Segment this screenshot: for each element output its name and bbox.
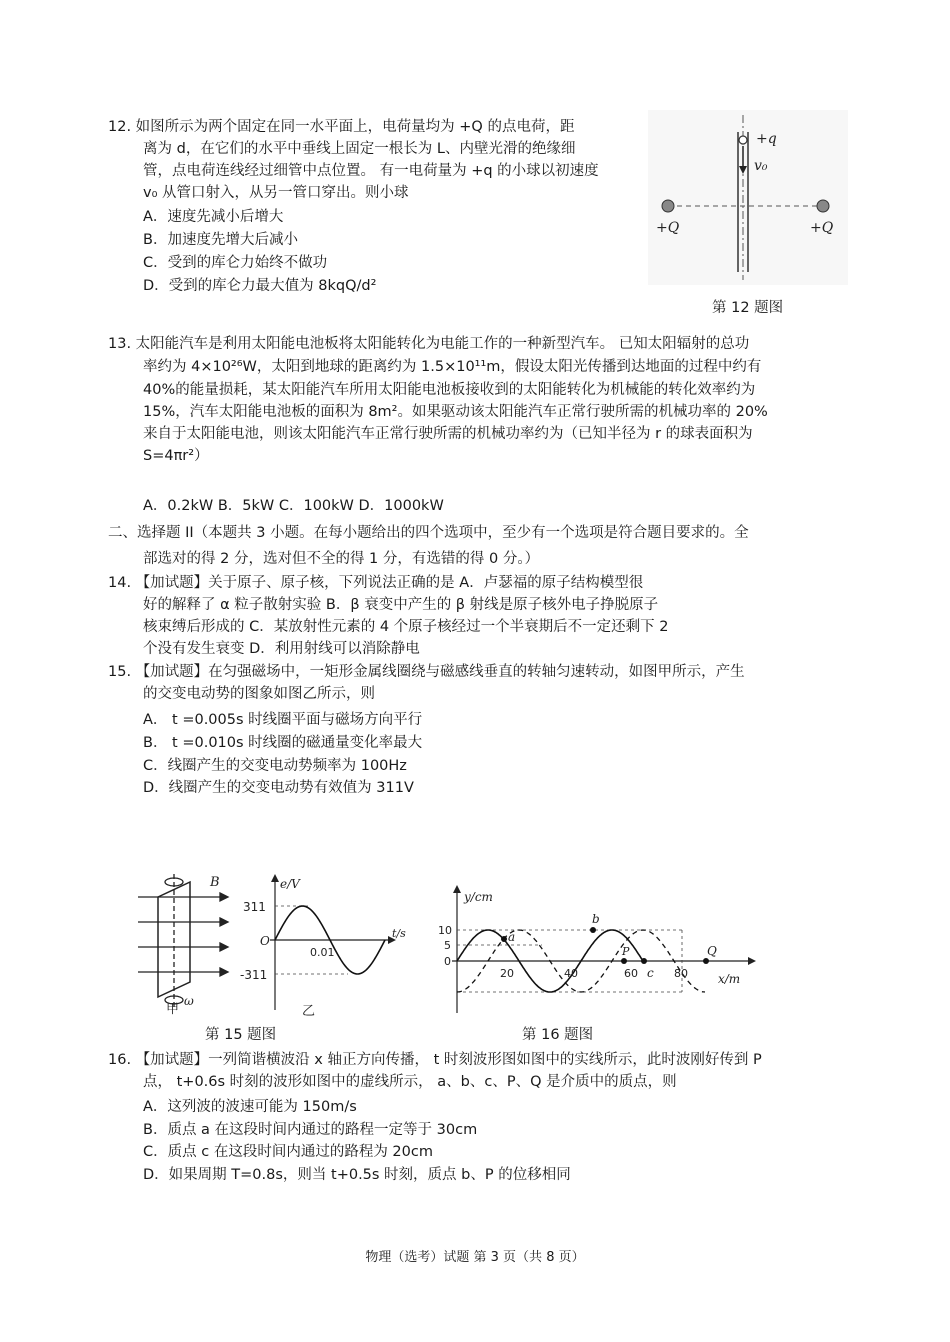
q12-line-4: v₀ 从管口射入，从另一管口穿出。则小球 [143, 185, 409, 201]
q14-line-3: 核束缚后形成的 C．某放射性元素的 4 个原子核经过一个半衰期后不一定还剩下 2 [143, 619, 669, 635]
wave-xlabel: x/m [718, 972, 741, 986]
q15-line-2: 的交变电动势的图象如图乙所示，则 [143, 686, 375, 702]
yi-ytick-top: 311 [243, 900, 266, 914]
svg-text:Q: Q [707, 944, 717, 958]
label-plus-q: +q [756, 131, 777, 147]
q14-line-2: 好的解释了 α 粒子散射实验 B．β 衰变中产生的 β 射线是原子核外电子挣脱原子 [143, 597, 659, 613]
svg-text:甲: 甲 [166, 1002, 180, 1017]
yi-label: 乙 [302, 1004, 316, 1019]
q12-option-b: B．加速度先增大后减小 [143, 232, 298, 248]
yi-xlabel: t/s [392, 927, 406, 940]
q16-option-d: D．如果周期 T=0.8s，则当 t+0.5s 时刻，质点 b、P 的位移相同 [143, 1167, 571, 1183]
charge-right [817, 200, 829, 212]
small-ball [739, 136, 747, 144]
yi-ylabel: e/V [280, 877, 300, 891]
point-Q [703, 958, 709, 964]
label-right-Q: +Q [810, 220, 834, 236]
label-left-Q: +Q [656, 220, 680, 236]
section2-line-2: 部选对的得 2 分，选对但不全的得 1 分，有选错的得 0 分。） [143, 551, 540, 567]
q16-option-c: C．质点 c 在这段时间内通过的路程为 20cm [143, 1144, 433, 1160]
q16-line-1: 16. 【加试题】一列简谐横波沿 x 轴正方向传播， t 时刻波形图如图中的实线所示，此时波刚好传到 P [108, 1052, 762, 1068]
yi-origin: O [260, 934, 270, 948]
q16-figure [432, 883, 762, 1018]
q12-line-2: 离为 d，在它们的水平中垂线上固定一根长为 L、内壁光滑的绝缘细 [143, 141, 576, 157]
point-b [590, 927, 596, 933]
svg-text:10: 10 [438, 924, 452, 937]
point-P [621, 958, 627, 964]
svg-text:40: 40 [564, 967, 578, 980]
q12-caption: 第 12 题图 [712, 300, 784, 316]
q13-options: A．0.2kW B．5kW C．100kW D．1000kW [143, 498, 444, 514]
q16-line-2: 点， t+0.6s 时刻的波形如图中的虚线所示， a、b、c、P、Q 是介质中的质点，则 [143, 1074, 677, 1090]
q12-figure [648, 110, 848, 285]
q12-option-d: D．受到的库仑力最大值为 8kqQ/d² [143, 278, 377, 294]
charge-left [662, 200, 674, 212]
q13-line-6: S=4πr²） [143, 448, 209, 464]
q14-line-4: 个没有发生衰变 D．利用射线可以消除静电 [143, 641, 420, 657]
q15-figure-yi [240, 870, 415, 1020]
q13-line-2: 率约为 4×10²⁶W，太阳到地球的距离约为 1.5×10¹¹m，假设太阳光传播到达地面的过程中约有 [143, 359, 762, 375]
q15-option-b: B． t =0.010s 时线圈的磁通量变化率最大 [143, 735, 423, 751]
page-footer: 物理（选考）试题 第 3 页（共 8 页） [365, 1250, 585, 1265]
svg-text:60: 60 [624, 967, 638, 980]
q13-line-5: 来自于太阳能电池，则该太阳能汽车正常行驶所需的机械功率约为（已知半径为 r 的球表面积为 [143, 426, 753, 442]
q15-option-a: A． t =0.005s 时线圈平面与磁场方向平行 [143, 712, 423, 728]
point-a [501, 936, 507, 942]
q15-figure-jia [128, 872, 238, 1017]
q16-caption: 第 16 题图 [522, 1027, 594, 1043]
svg-text:80: 80 [674, 967, 688, 980]
yi-xtick: 0.01 [310, 946, 335, 959]
q12-option-c: C．受到的库仑力始终不做功 [143, 255, 328, 271]
svg-text:0: 0 [444, 955, 451, 968]
q15-option-c: C．线圈产生的交变电动势频率为 100Hz [143, 758, 407, 774]
svg-text:ω: ω [184, 994, 194, 1008]
svg-text:c: c [647, 966, 654, 980]
q13-line-3: 40%的能量损耗，某太阳能汽车所用太阳能电池板接收到的太阳能转化为机械能的转化效率约为 [143, 382, 756, 398]
svg-text:a: a [508, 930, 516, 944]
svg-text:P: P [622, 945, 630, 958]
q15-caption: 第 15 题图 [205, 1027, 277, 1043]
q15-option-d: D．线圈产生的交变电动势有效值为 311V [143, 780, 414, 796]
point-c [641, 958, 647, 964]
svg-text:B: B [210, 875, 220, 890]
q12-line-3: 管，点电荷连线经过细管中点位置。 有一电荷量为 +q 的小球以初速度 [143, 163, 599, 179]
wave-ylabel: y/cm [464, 890, 493, 904]
label-v0: v₀ [754, 158, 768, 174]
svg-text:b: b [592, 912, 600, 926]
q14-line-1: 14. 【加试题】关于原子、原子核，下列说法正确的是 A．卢瑟福的原子结构模型很 [108, 575, 644, 591]
svg-text:20: 20 [500, 967, 514, 980]
q16-option-b: B．质点 a 在这段时间内通过的路程一定等于 30cm [143, 1122, 478, 1138]
q13-line-4: 15%，汽车太阳能电池板的面积为 8m²。如果驱动该太阳能汽车正常行驶所需的机械功率的 20% [143, 404, 768, 420]
yi-ytick-bottom: -311 [240, 968, 268, 982]
q13-line-1: 13. 太阳能汽车是利用太阳能电池板将太阳能转化为电能工作的一种新型汽车。 已知太阳辐射的总功 [108, 336, 750, 352]
q12-line-1: 12. 如图所示为两个固定在同一水平面上，电荷量均为 +Q 的点电荷，距 [108, 119, 575, 135]
section2-line-1: 二、选择题 II（本题共 3 小题。在每小题给出的四个选项中，至少有一个选项是符合题目要求的。全 [108, 525, 749, 541]
q12-option-a: A．速度先减小后增大 [143, 209, 284, 225]
svg-text:5: 5 [444, 939, 451, 952]
q15-line-1: 15. 【加试题】在匀强磁场中，一矩形金属线圈绕与磁感线垂直的转轴匀速转动，如图甲所示，产生 [108, 664, 745, 680]
q16-option-a: A．这列波的波速可能为 150m/s [143, 1099, 357, 1115]
